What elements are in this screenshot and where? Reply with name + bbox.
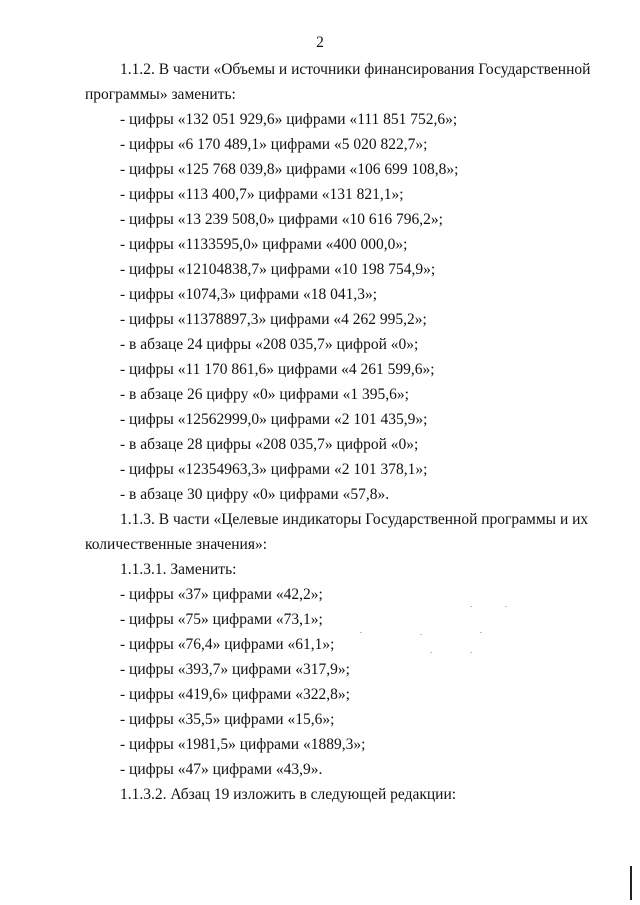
list-item: - цифры «37» цифрами «42,2»;: [120, 586, 323, 603]
paragraph-1-1-3-continuation: количественные значения»:: [85, 536, 268, 553]
list-item: - цифры «125 768 039,8» цифрами «106 699 108,8»;: [120, 161, 459, 178]
list-item: - в абзаце 30 цифру «0» цифрами «57,8».: [120, 486, 390, 503]
list-item: - цифры «419,6» цифрами «322,8»;: [120, 686, 350, 703]
scan-edge-mark: [630, 866, 632, 900]
scan-speck: [420, 634, 422, 635]
list-item: - цифры «11378897,3» цифрами «4 262 995,2»;: [120, 311, 427, 328]
list-item: - цифры «35,5» цифрами «15,6»;: [120, 711, 335, 728]
list-item: - цифры «132 051 929,6» цифрами «111 851 752,6»;: [120, 111, 458, 128]
scan-speck: [430, 652, 432, 653]
list-item: - цифры «12354963,3» цифрами «2 101 378,1»;: [120, 461, 428, 478]
list-item: - цифры «47» цифрами «43,9».: [120, 761, 323, 778]
list-item: - в абзаце 28 цифры «208 035,7» цифрой «0»;: [120, 436, 419, 453]
list-item: - цифры «76,4» цифрами «61,1»;: [120, 636, 335, 653]
list-item: - цифры «75» цифрами «73,1»;: [120, 611, 323, 628]
list-item: - цифры «11 170 861,6» цифрами «4 261 599,6»;: [120, 361, 435, 378]
list-item: - цифры «113 400,7» цифрами «131 821,1»;: [120, 186, 404, 203]
scan-speck: [480, 632, 482, 633]
list-item: - цифры «393,7» цифрами «317,9»;: [120, 661, 350, 678]
scan-speck: [360, 632, 362, 633]
paragraph-1-1-2-heading: 1.1.2. В части «Объемы и источники финансирования Государственной: [120, 61, 591, 78]
list-item: - в абзаце 26 цифру «0» цифрами «1 395,6»;: [120, 386, 409, 403]
list-item: - цифры «6 170 489,1» цифрами «5 020 822,7»;: [120, 136, 428, 153]
list-item: - цифры «1074,3» цифрами «18 041,3»;: [120, 286, 378, 303]
list-item: - цифры «12562999,0» цифрами «2 101 435,9»;: [120, 411, 428, 428]
paragraph-1-1-2-continuation: программы» заменить:: [85, 86, 236, 103]
list-item: - цифры «12104838,7» цифрами «10 198 754,9»;: [120, 261, 436, 278]
list-item: - в абзаце 24 цифры «208 035,7» цифрой «0»;: [120, 336, 419, 353]
page-number: 2: [316, 34, 324, 51]
paragraph-1-1-3-2-heading: 1.1.3.2. Абзац 19 изложить в следующей редакции:: [120, 786, 457, 803]
scan-speck: [505, 606, 507, 607]
list-item: - цифры «13 239 508,0» цифрами «10 616 796,2»;: [120, 211, 443, 228]
paragraph-1-1-3-heading: 1.1.3. В части «Целевые индикаторы Государственной программы и их: [120, 511, 589, 528]
list-item: - цифры «1133595,0» цифрами «400 000,0»;: [120, 236, 408, 253]
list-item: - цифры «1981,5» цифрами «1889,3»;: [120, 736, 366, 753]
paragraph-1-1-3-1-heading: 1.1.3.1. Заменить:: [120, 561, 237, 578]
scan-speck: [470, 606, 472, 607]
scan-speck: [470, 652, 472, 653]
